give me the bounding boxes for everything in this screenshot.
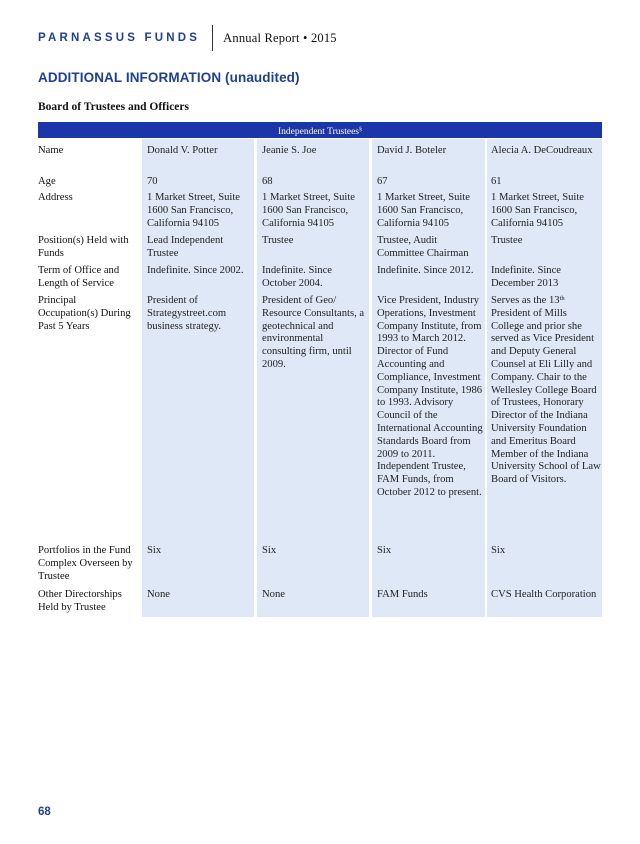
portfolios-value-1: Six [147, 545, 162, 556]
address-value-2: 1 Market Street, Suite 1600 San Francisco, California 94105 [262, 192, 355, 229]
occupation-4-text-b: President of Mills College and prior she served as Vice President and Deputy General Counsel at Eli Lilly and Company. Chair to the Wellesley College Board of Trustees, Honorary Director of the Indiana University Foundation and Emeritus Board Member of the Indiana University School of Law Board of Visitors. [491, 307, 601, 486]
row-label-position: Position(s) Held with Funds [38, 235, 129, 259]
row-label-directorships: Other Directorships Held by Trustee [38, 589, 122, 613]
portfolios-value-4: Six [491, 545, 506, 556]
portfolios-value-2: Six [262, 545, 277, 556]
row-label-age: Age [38, 176, 56, 187]
sub-title: Board of Trustees and Officers [38, 101, 189, 113]
address-value-4: 1 Market Street, Suite 1600 San Francisco, California 94105 [491, 192, 584, 229]
occupation-value-3: Vice President, Industry Operations, Investment Company Institute, from 1993 to March 2012. Director of Fund Accounting and Compliance, Investment Company Institute, 1986 to 1993. Advisory Council of the International Accounting Standards Board from 2009 to 2011. Independent Trustee, FAM Funds, from October 2012 to present. [377, 295, 483, 498]
directorships-value-3: FAM Funds [377, 589, 428, 600]
term-value-2: Indefinite. Since October 2004. [262, 265, 333, 289]
age-value-4: 61 [491, 176, 502, 187]
directorships-value-1: None [147, 589, 170, 600]
occupation-value-2: President of Geo/ Resource Consultants, a geotechnical and environmental consulting firm, until 2009. [262, 295, 365, 370]
directorships-value-2: None [262, 589, 285, 600]
report-header [38, 24, 337, 52]
position-value-3: Trustee, Audit Committee Chairman [377, 235, 469, 259]
brand-name: PARNASSUS FUNDS [38, 32, 201, 44]
group-header-bar [38, 122, 602, 138]
row-label-address: Address [38, 192, 73, 203]
trustee-name-4: Alecia A. DeCoudreaux [491, 145, 593, 156]
page-number: 68 [38, 806, 51, 818]
position-value-2: Trustee [262, 235, 294, 246]
directorships-value-4: CVS Health Corporation [491, 589, 597, 600]
report-title: Annual Report • 2015 [223, 30, 337, 45]
term-value-1: Indefinite. Since 2002. [147, 265, 244, 276]
trustee-name-1: Donald V. Potter [147, 145, 218, 156]
portfolios-value-3: Six [377, 545, 392, 556]
occupation-4-text-a: Serves as the 13 [491, 295, 560, 306]
ordinal-superscript: th [559, 295, 565, 302]
age-value-3: 67 [377, 176, 388, 187]
trustee-name-3: David J. Boteler [377, 145, 447, 156]
age-value-1: 70 [147, 176, 158, 187]
section-title: ADDITIONAL INFORMATION (unaudited) [38, 70, 300, 85]
row-label-name: Name [38, 145, 64, 156]
term-value-3: Indefinite. Since 2012. [377, 265, 474, 276]
age-value-2: 68 [262, 176, 273, 187]
group-header-footnote: § [359, 127, 362, 133]
position-value-1: Lead Independent Trustee [147, 235, 224, 259]
occupation-value-4 [491, 295, 601, 487]
position-value-4: Trustee [491, 235, 523, 246]
row-label-portfolios: Portfolios in the Fund Complex Overseen by Trustee [38, 545, 133, 582]
address-value-3: 1 Market Street, Suite 1600 San Francisco, California 94105 [377, 192, 470, 229]
occupation-value-1: President of Strategystreet.com business strategy. [147, 295, 227, 332]
address-value-1: 1 Market Street, Suite 1600 San Francisco, California 94105 [147, 192, 240, 229]
row-label-term: Term of Office and Length of Service [38, 265, 120, 289]
row-label-occupation: Principal Occupation(s) During Past 5 Years [38, 295, 131, 332]
trustee-name-2: Jeanie S. Joe [262, 145, 317, 156]
group-header-label: Independent Trustees [277, 127, 359, 137]
header-divider [212, 25, 213, 51]
term-value-4: Indefinite. Since December 2013 [491, 265, 562, 289]
